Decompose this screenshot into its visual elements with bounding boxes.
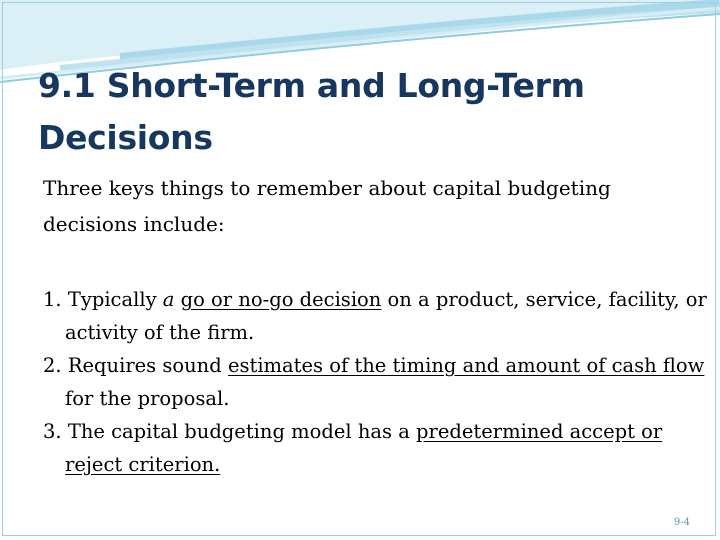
item-text-tail: for the proposal. bbox=[65, 387, 230, 410]
intro-text: Three keys things to remember about capital budgeting decisions include: bbox=[43, 176, 611, 236]
item-text-emphasis: go or no-go decision bbox=[180, 288, 382, 311]
item-text-emphasis: predetermined accept or reject criterion. bbox=[65, 420, 663, 476]
slide-number: 9-4 bbox=[673, 517, 690, 528]
item-text-tail: on a product, service, facility, or activity of the firm. bbox=[65, 288, 707, 344]
item-number: 1. bbox=[43, 288, 62, 311]
list-item bbox=[43, 349, 713, 415]
list-item bbox=[43, 283, 713, 349]
item-number: 3. bbox=[43, 420, 62, 443]
slide-title: 9.1 Short-Term and Long-Term Decisions bbox=[38, 66, 585, 157]
item-text-italic: a bbox=[162, 288, 175, 311]
list-item bbox=[43, 415, 713, 481]
item-number: 2. bbox=[43, 354, 62, 377]
item-text-emphasis: estimates of the timing and amount of cash flow bbox=[227, 354, 705, 377]
key-points-list bbox=[43, 283, 713, 481]
item-text-lead: Typically bbox=[67, 288, 163, 311]
item-text-lead: Requires sound bbox=[67, 354, 228, 377]
item-text-lead: The capital budgeting model has a bbox=[67, 420, 417, 443]
